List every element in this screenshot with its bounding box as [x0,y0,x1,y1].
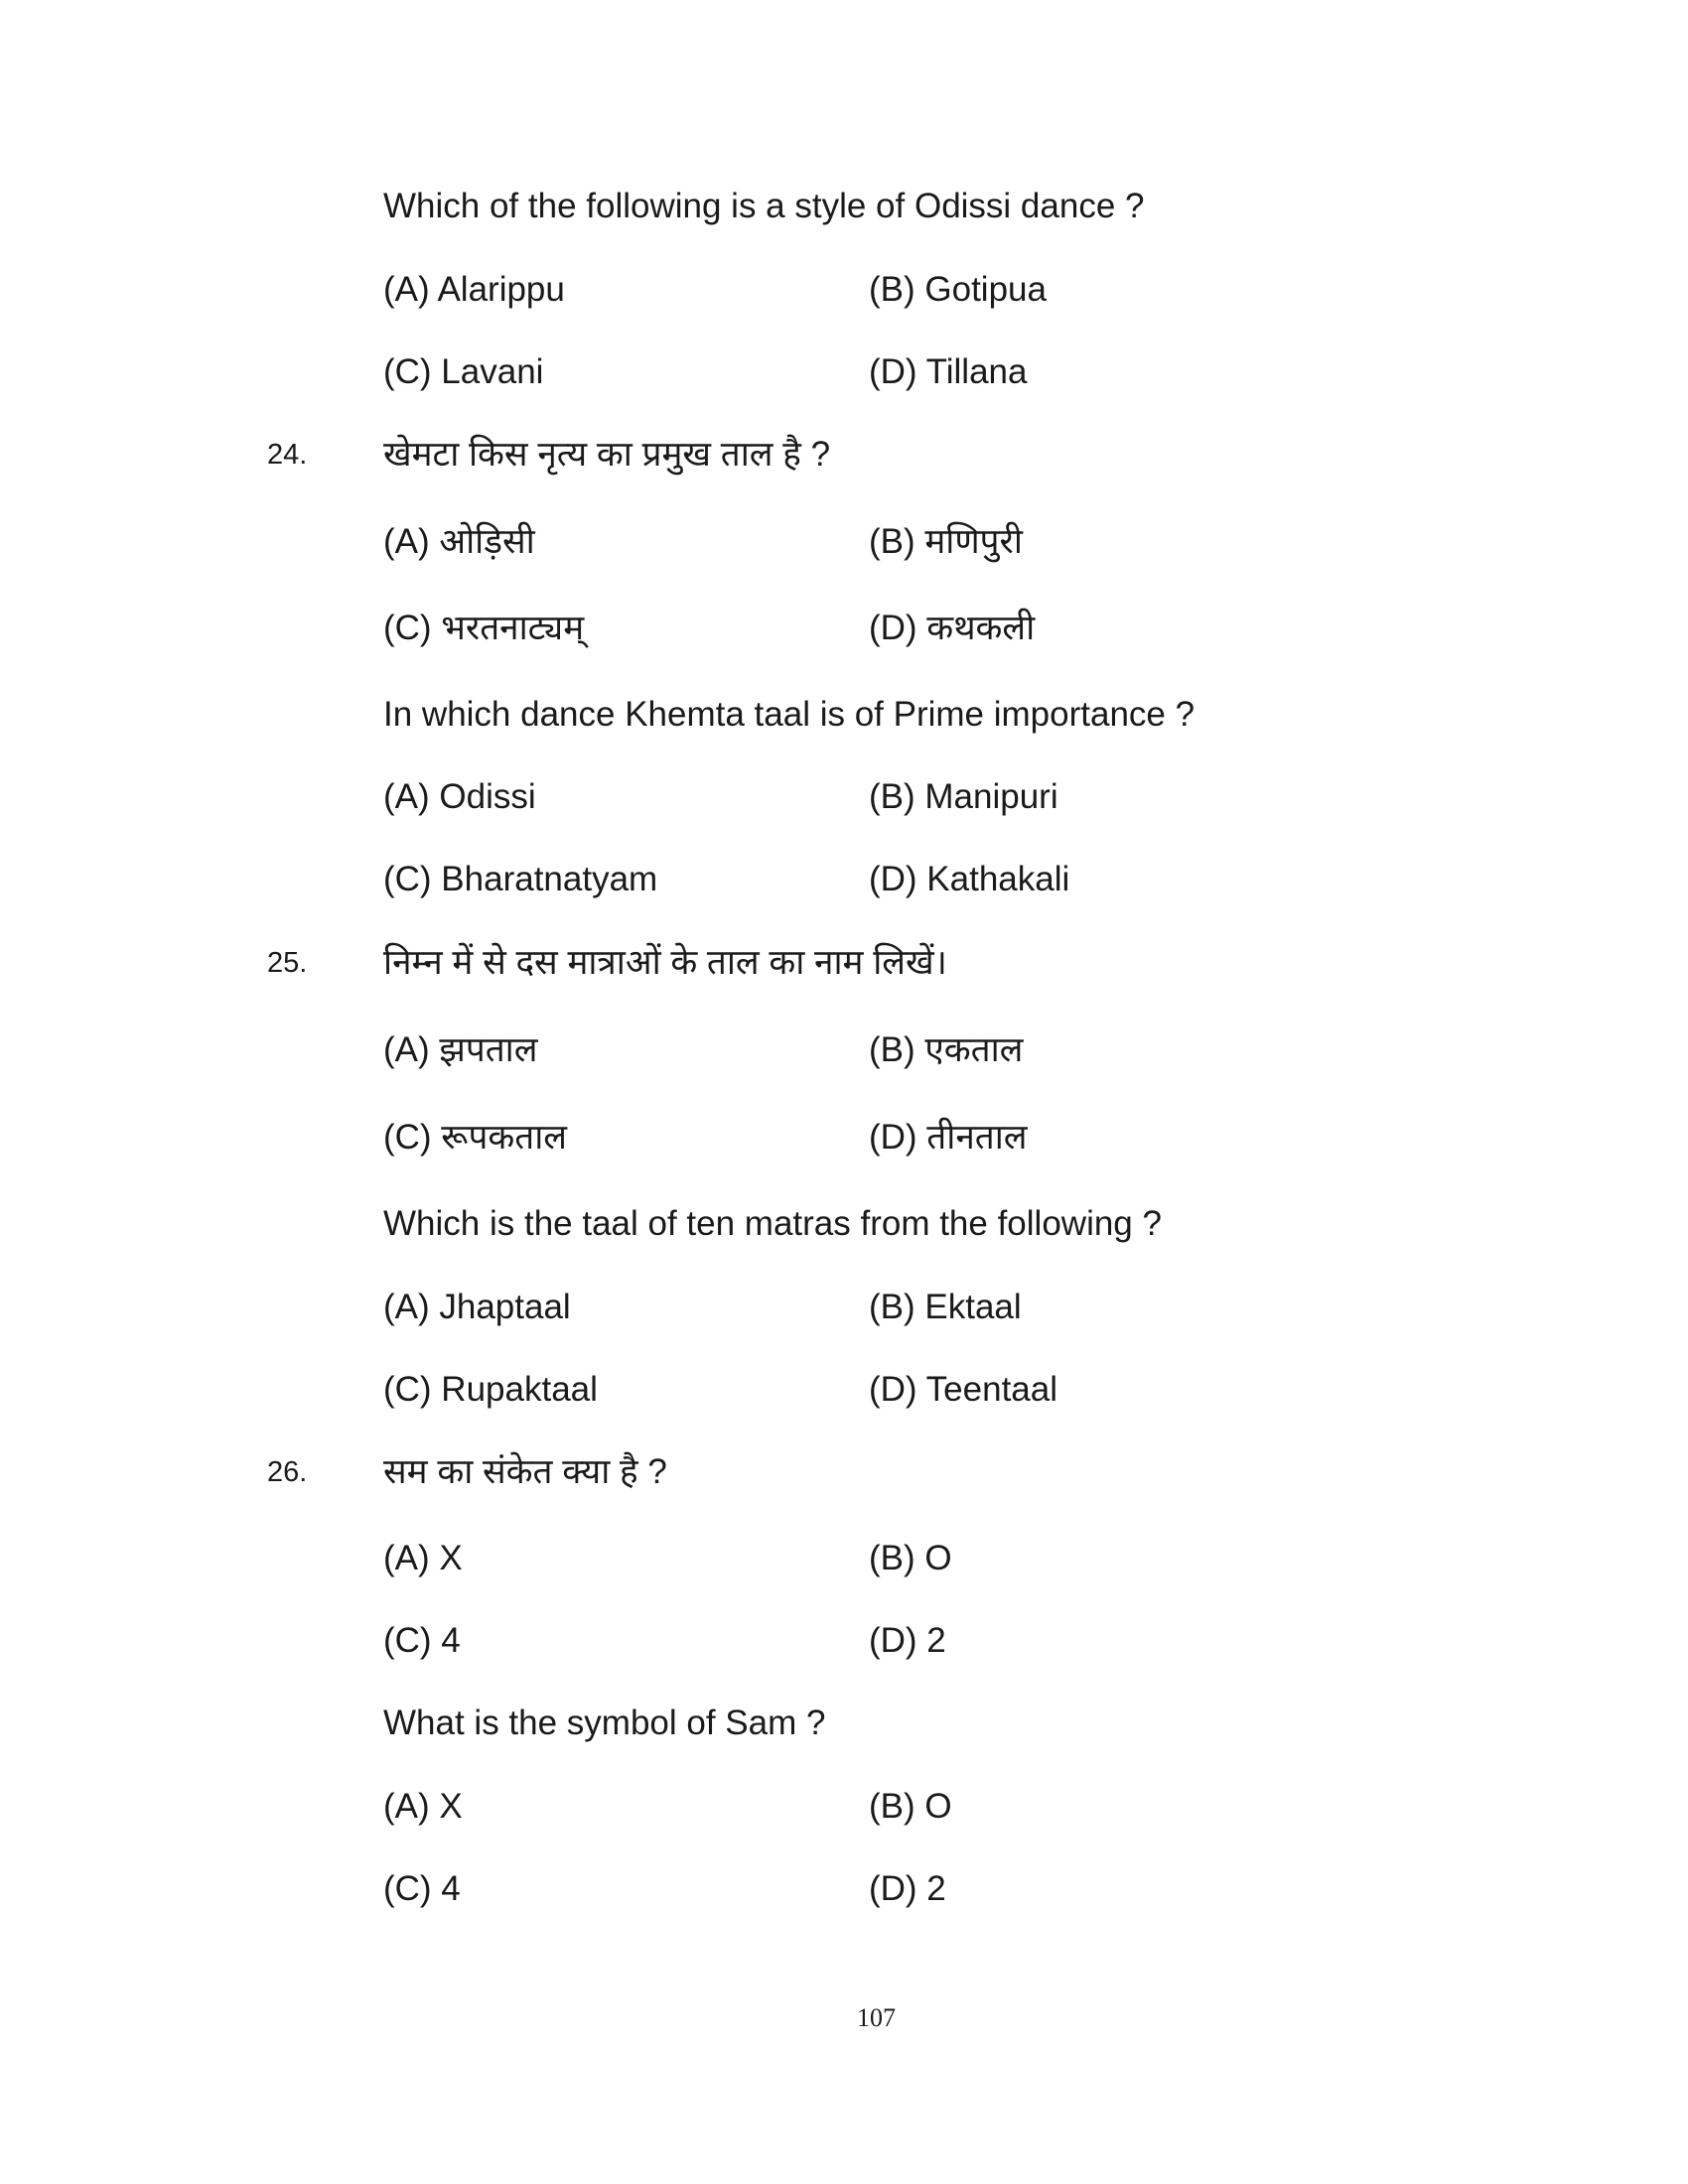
question-text-english: What is the symbol of Sam ? [383,1704,826,1742]
question-text-hindi: निम्न में से दस मात्राओं के ताल का नाम लिखें। [383,943,947,982]
option-c-english: (C) Rupaktaal [383,1370,598,1409]
option-c: (C) Lavani [383,352,544,391]
question-text: Which of the following is a style of Odissi dance ? [383,187,1145,225]
option-b-english: (B) O [869,1787,952,1826]
option-c-english: (C) Bharatnatyam [383,860,658,898]
option-d-english: (D) Teentaal [869,1370,1058,1409]
option-a-hindi: (A) झपताल [383,1030,538,1069]
option-b: (B) Gotipua [869,270,1047,309]
option-b-english: (B) Manipuri [869,777,1058,816]
question-text-hindi: सम का संकेत क्या है ? [383,1452,667,1491]
option-c-hindi: (C) रूपकताल [383,1118,568,1157]
option-c-hindi: (C) भरतनाट्यम् [383,609,585,647]
option-d-hindi: (D) कथकली [869,609,1036,647]
question-number: 26. [267,1456,308,1488]
option-d-english: (D) 2 [869,1869,946,1908]
option-a-english: (A) X [383,1787,463,1826]
option-d-hindi: (D) तीनताल [869,1118,1028,1157]
option-b-english: (B) Ektaal [869,1288,1022,1326]
option-c-hindi: (C) 4 [383,1621,461,1660]
option-a-hindi: (A) X [383,1539,463,1577]
option-a: (A) Alarippu [383,270,565,309]
option-d: (D) Tillana [869,352,1028,391]
option-b-hindi: (B) O [869,1539,952,1577]
question-text-hindi: खेमटा किस नृत्य का प्रमुख ताल है ? [383,435,831,474]
option-a-english: (A) Odissi [383,777,536,816]
question-number: 24. [267,439,308,471]
page-number: 107 [857,2003,896,2032]
option-c-english: (C) 4 [383,1869,461,1908]
option-a-english: (A) Jhaptaal [383,1288,571,1326]
question-text-english: Which is the taal of ten matras from the following ? [383,1204,1162,1243]
option-d-hindi: (D) 2 [869,1621,946,1660]
option-b-hindi: (B) मणिपुरी [869,522,1023,561]
option-d-english: (D) Kathakali [869,860,1070,898]
option-b-hindi: (B) एकताल [869,1030,1024,1069]
question-text-english: In which dance Khemta taal is of Prime importance ? [383,695,1196,734]
question-number: 25. [267,947,308,979]
option-a-hindi: (A) ओड़िसी [383,522,535,561]
